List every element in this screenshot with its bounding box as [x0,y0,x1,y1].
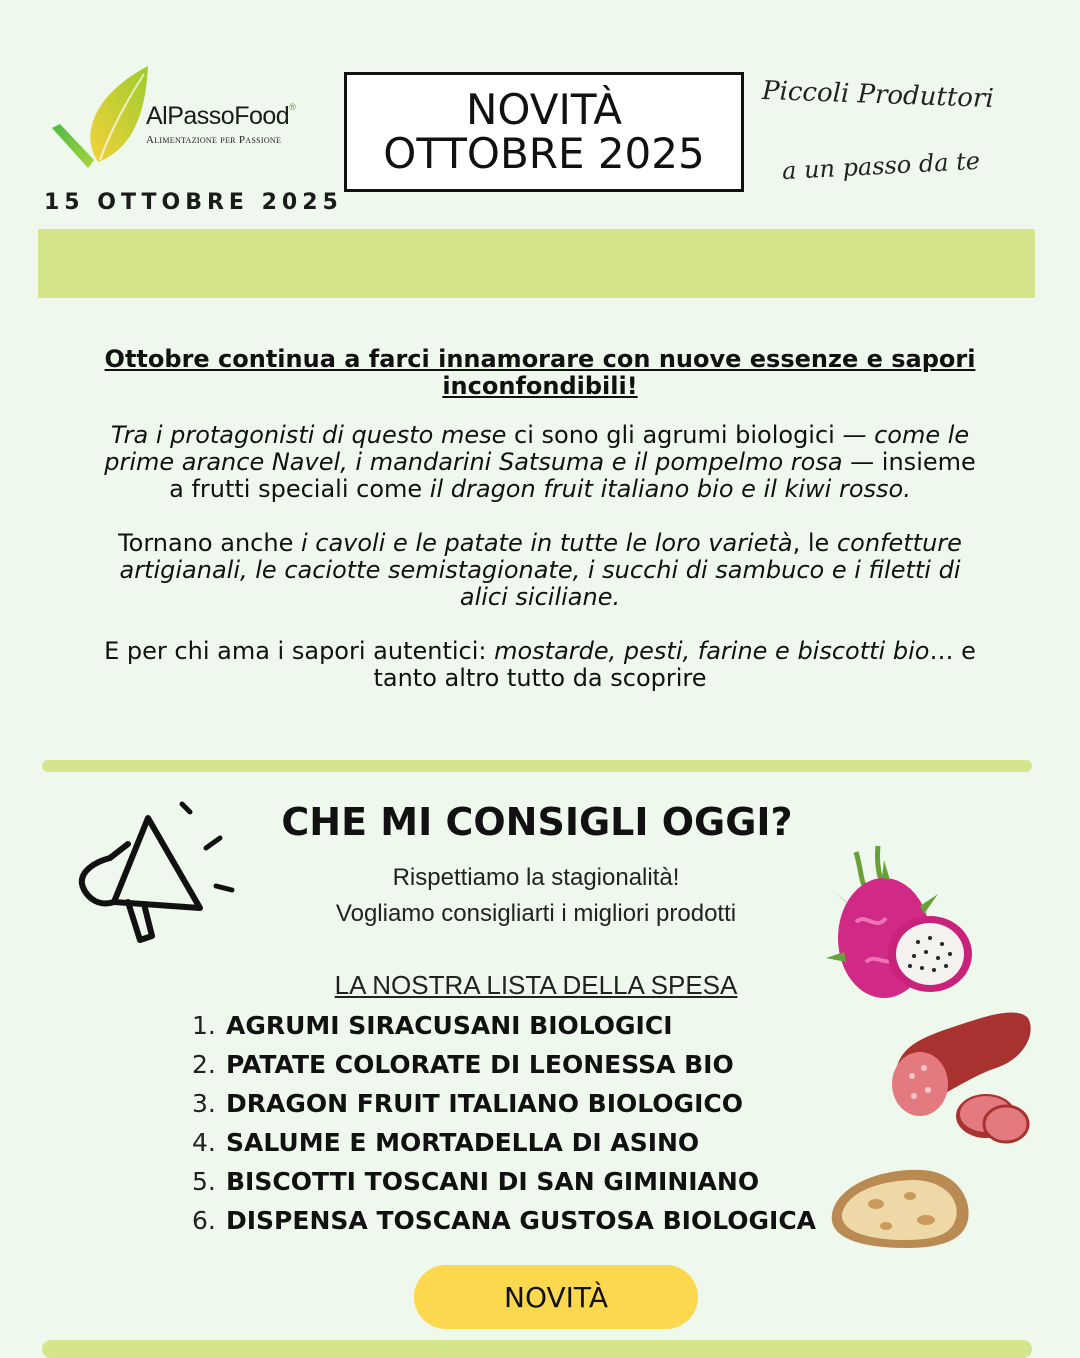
page-title-line-2: OTTOBRE 2025 [383,129,705,178]
footer-divider [42,1340,1032,1358]
bread-icon [826,1164,976,1254]
intro-paragraph-1: Tra i protagonisti di questo mese ci sono gli agrumi biologici — come le prime arance Navel, i mandarini Satsuma e il pompelmo rosa — insieme a frutti speciali come il dragon fruit italiano bio e il kiwi rosso. [104,421,976,503]
brand-name: AlPassoFood® [146,102,296,130]
slogan-line-2: a un passo da te [781,146,981,186]
shopping-list-title: LA NOSTRA LISTA DELLA SPESA [334,970,738,1000]
page-title-line-1: NOVITÀ [466,85,622,134]
intro-headline: Ottobre continua a farci innamorare con nuove essenze e sapori inconfondibili! [104,345,976,400]
leaf-check-logo-icon [48,62,148,182]
intro-paragraph-3: E per chi ama i sapori autentici: mostarde, pesti, farine e biscotti bio… e tanto altro tutto da scoprire [104,637,976,692]
slogan-line-1: Piccoli Produttori [761,75,995,115]
recommendation-subtitle-2: Vogliamo consigliarti i migliori prodotti [335,900,737,927]
list-item: 2. PATATE COLORATE DI LEONESSA BIO [192,1050,734,1079]
page-title [344,72,744,192]
intro-section [100,346,980,719]
salami-icon [886,1006,1036,1146]
recommendation-title: CHE MI CONSIGLI OGGI? [281,800,793,844]
megaphone-icon [70,790,240,960]
list-item: 4. SALUME E MORTADELLA DI ASINO [192,1128,700,1157]
brand-tagline: Alimentazione per Passione [146,134,282,146]
header-banner [38,229,1035,298]
list-item: 1. AGRUMI SIRACUSANI BIOLOGICI [192,1011,673,1040]
dragon-fruit-icon [826,842,976,1002]
shopping-list [192,1008,816,1242]
list-item: 6. DISPENSA TOSCANA GUSTOSA BIOLOGICA [192,1206,817,1235]
list-item: 5. BISCOTTI TOSCANI DI SAN GIMINIANO [192,1167,760,1196]
brand-logo[interactable] [48,62,348,182]
list-item: 3. DRAGON FRUIT ITALIANO BIOLOGICO [192,1089,743,1118]
section-divider [42,760,1032,772]
recommendation-subtitle-1: Rispettiamo la stagionalità! [392,864,680,891]
novita-button[interactable]: NOVITÀ [414,1265,698,1329]
issue-date: 15 OTTOBRE 2025 [44,190,343,215]
intro-paragraph-2: Tornano anche i cavoli e le patate in tutte le loro varietà, le confetture artigianali, le caciotte semistagionate, i succhi di sambuco e i filetti di alici siciliane. [118,529,962,611]
